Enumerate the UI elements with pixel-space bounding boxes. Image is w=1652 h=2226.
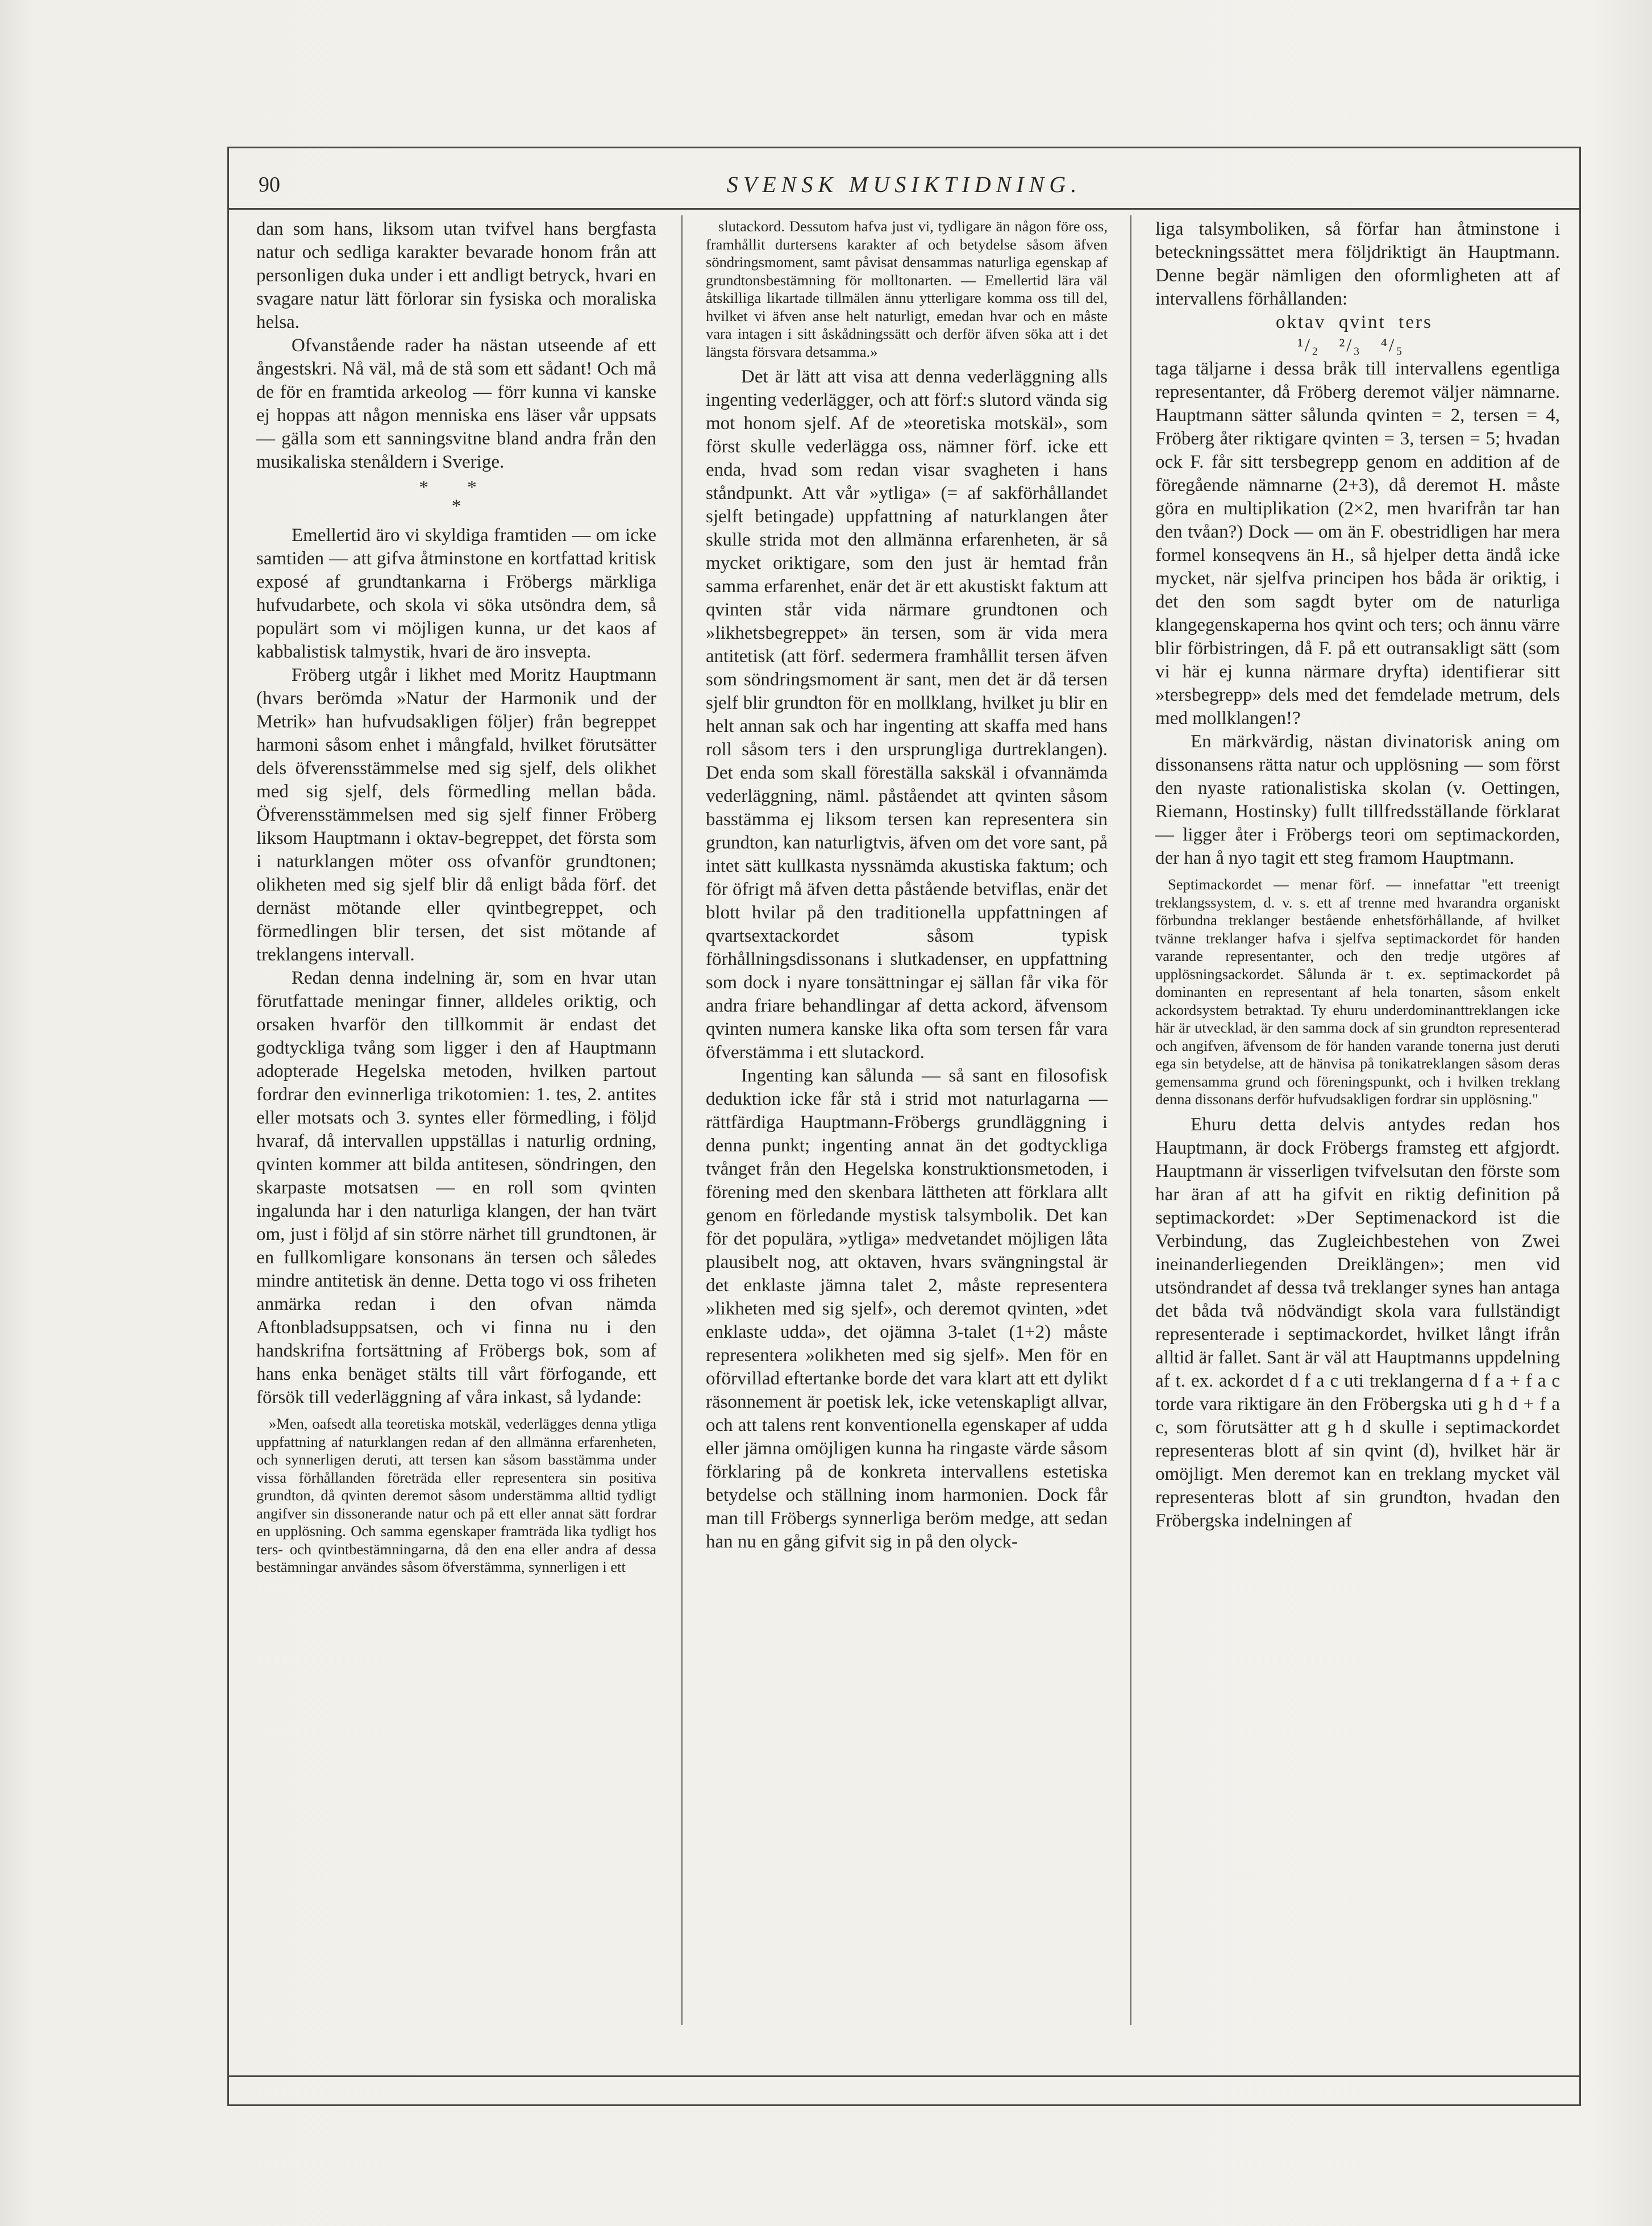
footnote-quote — [1155, 876, 1560, 1109]
column-divider — [681, 215, 683, 2025]
paragraph: Ingenting kan sålunda — så sant en filosofisk deduktion icke får stå i strid mot naturlagarna — rättfärdiga Hauptmann-Fröbergs grundläggning i denna punkt; ingenting annat än det godtyckliga tvånget från den Hegelska konstruktionsmetoden, i förening med den skenbara lättheten att förklara allt genom en förledande mystisk talsymbolik. Det kan för det populära, »ytliga» medvetandet möjligen låta plausibelt nog, att oktaven, hvars svängningstal är det enklaste jämna talet 2, måste representera »likheten med sig sjelf», och deremot qvinten, »det enklaste udda», det ojämna 3-talet (1+2) måste representera »olikheten med sig sjelf». Men för en oförvillad eftertanke borde det vara klart att ett dylikt räsonnement är poetisk lek, icke vetenskapligt allvar, och att talens rent konventionella egenskaper af udda eller jämna omöjligen kunna ha ringaste värde såsom förklaring på de konkreta intervallens estetiska betydelse och ställning inom harmonien. Dock får man till Fröbergs synnerliga beröm medge, att sedan han nu en gång gifvit sig in på den olyck- — [706, 1066, 1108, 1552]
paragraph: Det är lätt att visa att denna vederläggning alls ingenting vederlägger, och att förf:s slutord vända sig mot honom sjelf. Af de »teoretiska motskäl», som först skulle vederlägga oss, nämner förf. icke ett enda, hvad som redan visar svagheten i hans ståndpunkt. Att vår »ytliga» (= af sakförhållandet sjelft betingade) uppfattning af naturklangen åter skulle strida mot den allmänna erfarenheten, är så mycket oriktigare, som den just är hemtad från samma erfarenhet, enär det är ett akustiskt faktum att qvinten står vida närmare grundtonen och »likhetsbegreppet» än tersen, som är vida mera antitetisk (att förf. sedermera framhållit tersen äfven som söndringsmoment är sant, men det är då tersen sjelf blir grundton för en mollklang, hvilket ju blir en helt annan sak och har ingenting att skaffa med hans roll såsom ters i den ursprungliga durtreklangen). Det enda som skall föreställa sakskäl i ofvannämda vederläggning, näml. påståendet att qvinten såsom basstämma ej liksom tersen kan representera sin grundton, kan naturligtvis, äfven om det vore sant, på intet sätt kullkasta nyssnämda akustiska faktum; och för öfrigt må äfven detta påstående betviflas, enär det blott hvilar på den traditionella uppfattningen af qvartsextackordet såsom typisk förhållningsdissonans i slutkadenser, en uppfattning som dock i nyare tonsättningar ej sällan får vika för andra friare behandlingar af detta ackord, äfvensom qvinten numera kanske lika ofta som tersen får vara öfverstämma i ett slutackord. — [706, 367, 1108, 1063]
paragraph: Emellertid äro vi skyldiga framtiden — om icke samtiden — att gifva åtminstone en kortfattad kritisk exposé af grundtankarna i Fröbergs märkliga hufvudarbete, och skola vi söka utsöndra dem, så populärt som vi möjligen kunna, ur det kaos af kabbalistisk talmystik, hvari de äro insvepta. — [256, 525, 656, 662]
block-quote-continued — [706, 218, 1108, 361]
quote-text: slutackord. Dessutom hafva just vi, tydligare än någon före oss, framhållit durtersens karakter af och betydelse såsom äfven söndringsmoment, samt påvisat densammas naturliga egenskap af grundtonsbestämning för molltonarten. — Emellertid lära väl åtskilliga likartade tillmälen ännu ytterligare komma oss till del, hvilket vi äfven anse helt naturligt, emedan hvar och en måste vara intagen i sitt åskådningssätt och derför äfven söka att i det längsta försvara detsamma.» — [706, 218, 1108, 360]
paragraph: Ofvanstående rader ha nästan utseende af ett ångestskri. Nå väl, må de stå som ett sådant! Och må de för en framtida arkeolog — förr kunna vi kanske ej hoppas att någon menniska ens läser vår uppsats — gälla som ett sanningsvitne bland andra från den musikaliska stenåldern i Sverige. — [256, 335, 656, 472]
paragraph: Fröberg utgår i likhet med Moritz Hauptmann (hvars berömda »Natur der Harmonik und der Metrik» han hufvudsakligen följer) från begreppet harmoni såsom enhet i mångfald, hvilket förutsätter dels öfverensstämmelse med sig sjelf, dels olikhet med sig sjelf, dels förmedling mellan båda. Öfverensstämmelsen med sig sjelf finner Fröberg liksom Hauptmann i oktav-begreppet, det första som i naturklangen möter oss ofvanför grundtonen; olikheten med sig sjelf blir då enligt båda förf. det dernäst mötande eller qvintbegreppet, och förmedlingen blir tersen, det sist mötande af treklangens intervall. — [256, 665, 656, 965]
asterisk: * — [451, 496, 461, 517]
page-frame — [227, 147, 1581, 2106]
paragraph: liga talsymboliken, så förfar han åtminstone i beteckningssättet mera följdriktigt än Hauptmann. Denne begär nämligen den oformligheten att af intervallens förhållanden: — [1155, 219, 1560, 309]
paragraph: taga täljarne i dessa bråk till intervallens egentliga representanter, då Fröberg deremot väljer nämnarne. Hauptmann sätter sålunda qvinten = 2, tersen = 4, Fröberg åter riktigare qvinten = 3, tersen = 5; hvadan ock F. får sitt tersbegrepp genom en addition af de föregående nämnarne (2+3), då deremot H. måste göra en multiplikation (2×2, men hvarifrån tar han den tvåan?) Dock — om än F. obestridligen har mera formel konseqvens än H., så hjelper detta ändå icke mycket, när sjelfva principen hos båda är oriktig, i det den som sagdt byter om de naturliga klangegenskaperna hos qvint och ters; och ännu värre blir förbistringen, då F. på ett outransakligt sätt (som vi här ej kunna närmare dryfta) identifierar sitt »tersbegrepp» dels med det femdelade metrum, dels med mollklangen!? — [1155, 359, 1560, 729]
paragraph: En märkvärdig, nästan divinatorisk aning om dissonansens rätta natur och upplösning — som först den nyaste rationalistiska skolan (v. Oettingen, Riemann, Hostinsky) fullt tillfredsställande förklarat — ligger åter i Fröbergs teori om septimackorden, der han å nyo tagit ett steg framom Hauptmann. — [1155, 731, 1560, 868]
interval-ratios: ¹/₂ ²/₃ ⁴/₅ — [1297, 335, 1404, 356]
text-column-1 — [256, 218, 656, 2048]
paragraph: Ehuru detta delvis antydes redan hos Hauptmann, är dock Fröbergs framsteg ett afgjordt. Hauptmann är visserligen tvifvelsutan den förste som har äran af att ha gifvit en riktig definition på septimackordet: »Der Septimenackord ist die Verbindung, das Zugleichbestehen von Zwei ineinanderliegenden Dreiklängen»; men vid utsöndrandet af dessa två treklanger synes han antaga det båda två nödvändigt skola vara fullständigt representerade i septimackordet, hvilket långt ifrån alltid är fallet. Sant är väl att Hauptmanns uppdelning af t. ex. ackordet d f a c uti treklangerna d f a + f a c torde vara riktigare än den Fröbergska uti g h d + f a c, som förutsätter att g h d skulle i septimackordet representeras blott af sin qvint (d), hvilket här är omöjligt. Men deremot kan en treklang mycket väl representeras blott af sin grundton, hvadan den Fröbergska indelningen af — [1155, 1114, 1560, 1531]
page-number: 90 — [259, 173, 280, 197]
running-title: SVENSK MUSIKTIDNING. — [726, 172, 1082, 197]
quote-text: »Men, oafsedt alla teoretiska motskäl, vederlägges denna ytliga uppfattning af naturklangen redan af den allmänna erfarenheten, och synnerligen deruti, att tersen kan såsom basstämma under vissa förhållanden företräda eller representera sin positiva grundton, då qvinten deremot såsom understämma alltid tydligt angifver sin dissonerande natur och på ett eller annat sätt fordrar en upplösning. Och samma egenskaper framträda lika tydligt hos ters- och qvintbestämningarna, då den ena eller andra af dessa bestämningar användes såsom öfverstämma, synnerligen i ett — [256, 1415, 656, 1575]
text-column-2 — [706, 218, 1108, 2048]
paragraph: dan som hans, liksom utan tvifvel hans bergfasta natur och sedliga karakter bevarade honom från att personligen duka under i ett andligt betryck, hvari en svagare natur lätt förlorar sin fysiska och moraliska helsa. — [256, 219, 656, 332]
bottom-rule — [229, 2075, 1579, 2077]
quote-text: Septimackordet — menar förf. — innefattar "ett treenigt treklangssystem, d. v. s. ett af trenne med hvarandra organiskt förbundna treklanger bestående enhetsförhållande, af hvilket tvänne treklanger hafva i sjelfva septimackordet för handen varande representanter, och den tredje utgöres af upplösningsackordet. Sålunda är t. ex. septimackordet på dominanten en representant af hela tonarten, såsom enkelt ackordsystem betraktad. Ty ehuru underdominanttreklangen icke här är utvecklad, är den samma dock af sin grundton representerad och angifven, äfvensom de för handen varande tonerna just deruti ega sin betydelse, att de hänvisa på tonikatreklangen såsom deras gemensamma grund och föreningspunkt, och i hvilken treklang denna dissonans derför hufvudsakligen fordrar sin upplösning." — [1155, 876, 1560, 1108]
interval-labels: oktav qvint ters — [1276, 312, 1433, 332]
paragraph: Redan denna indelning är, som en hvar utan förutfattade meningar finner, alldeles oriktig, och orsaken hvarför den tillkommit är endast det godtyckliga tvång som ligger i den af Hauptmann adopterade Hegelska metoden, hvilken partout fordrar den evinnerliga trikotomien: 1. tes, 2. antites eller motsats och 3. syntes eller förmedling, i följd hvaraf, då intervallen uppställas i naturlig ordning, qvinten kommer att bilda antitesen, söndringen, den skarpaste motsatsen — en roll som qvinten ingalunda har i den naturliga klangen, der han tvärt om, just i följd af sin större närhet till grundtonen, är en fullkomligare konsonans än tersen och således mindre antitetisk än denne. Detta togo vi oss friheten anmärka redan i den ofvan nämda Aftonbladsuppsatsen, och vi finna nu i den handskrifna fortsättning af Fröbergs bok, som af hans enka benäget stälts till vårt förfogande, ett försök till vederläggning af våra inkast, så lydande: — [256, 968, 656, 1408]
asterisks: * * — [419, 477, 494, 498]
page-header — [229, 148, 1579, 210]
column-divider — [1130, 215, 1131, 2025]
text-column-3 — [1155, 218, 1560, 2048]
section-break — [256, 476, 656, 518]
block-quote — [256, 1415, 656, 1576]
